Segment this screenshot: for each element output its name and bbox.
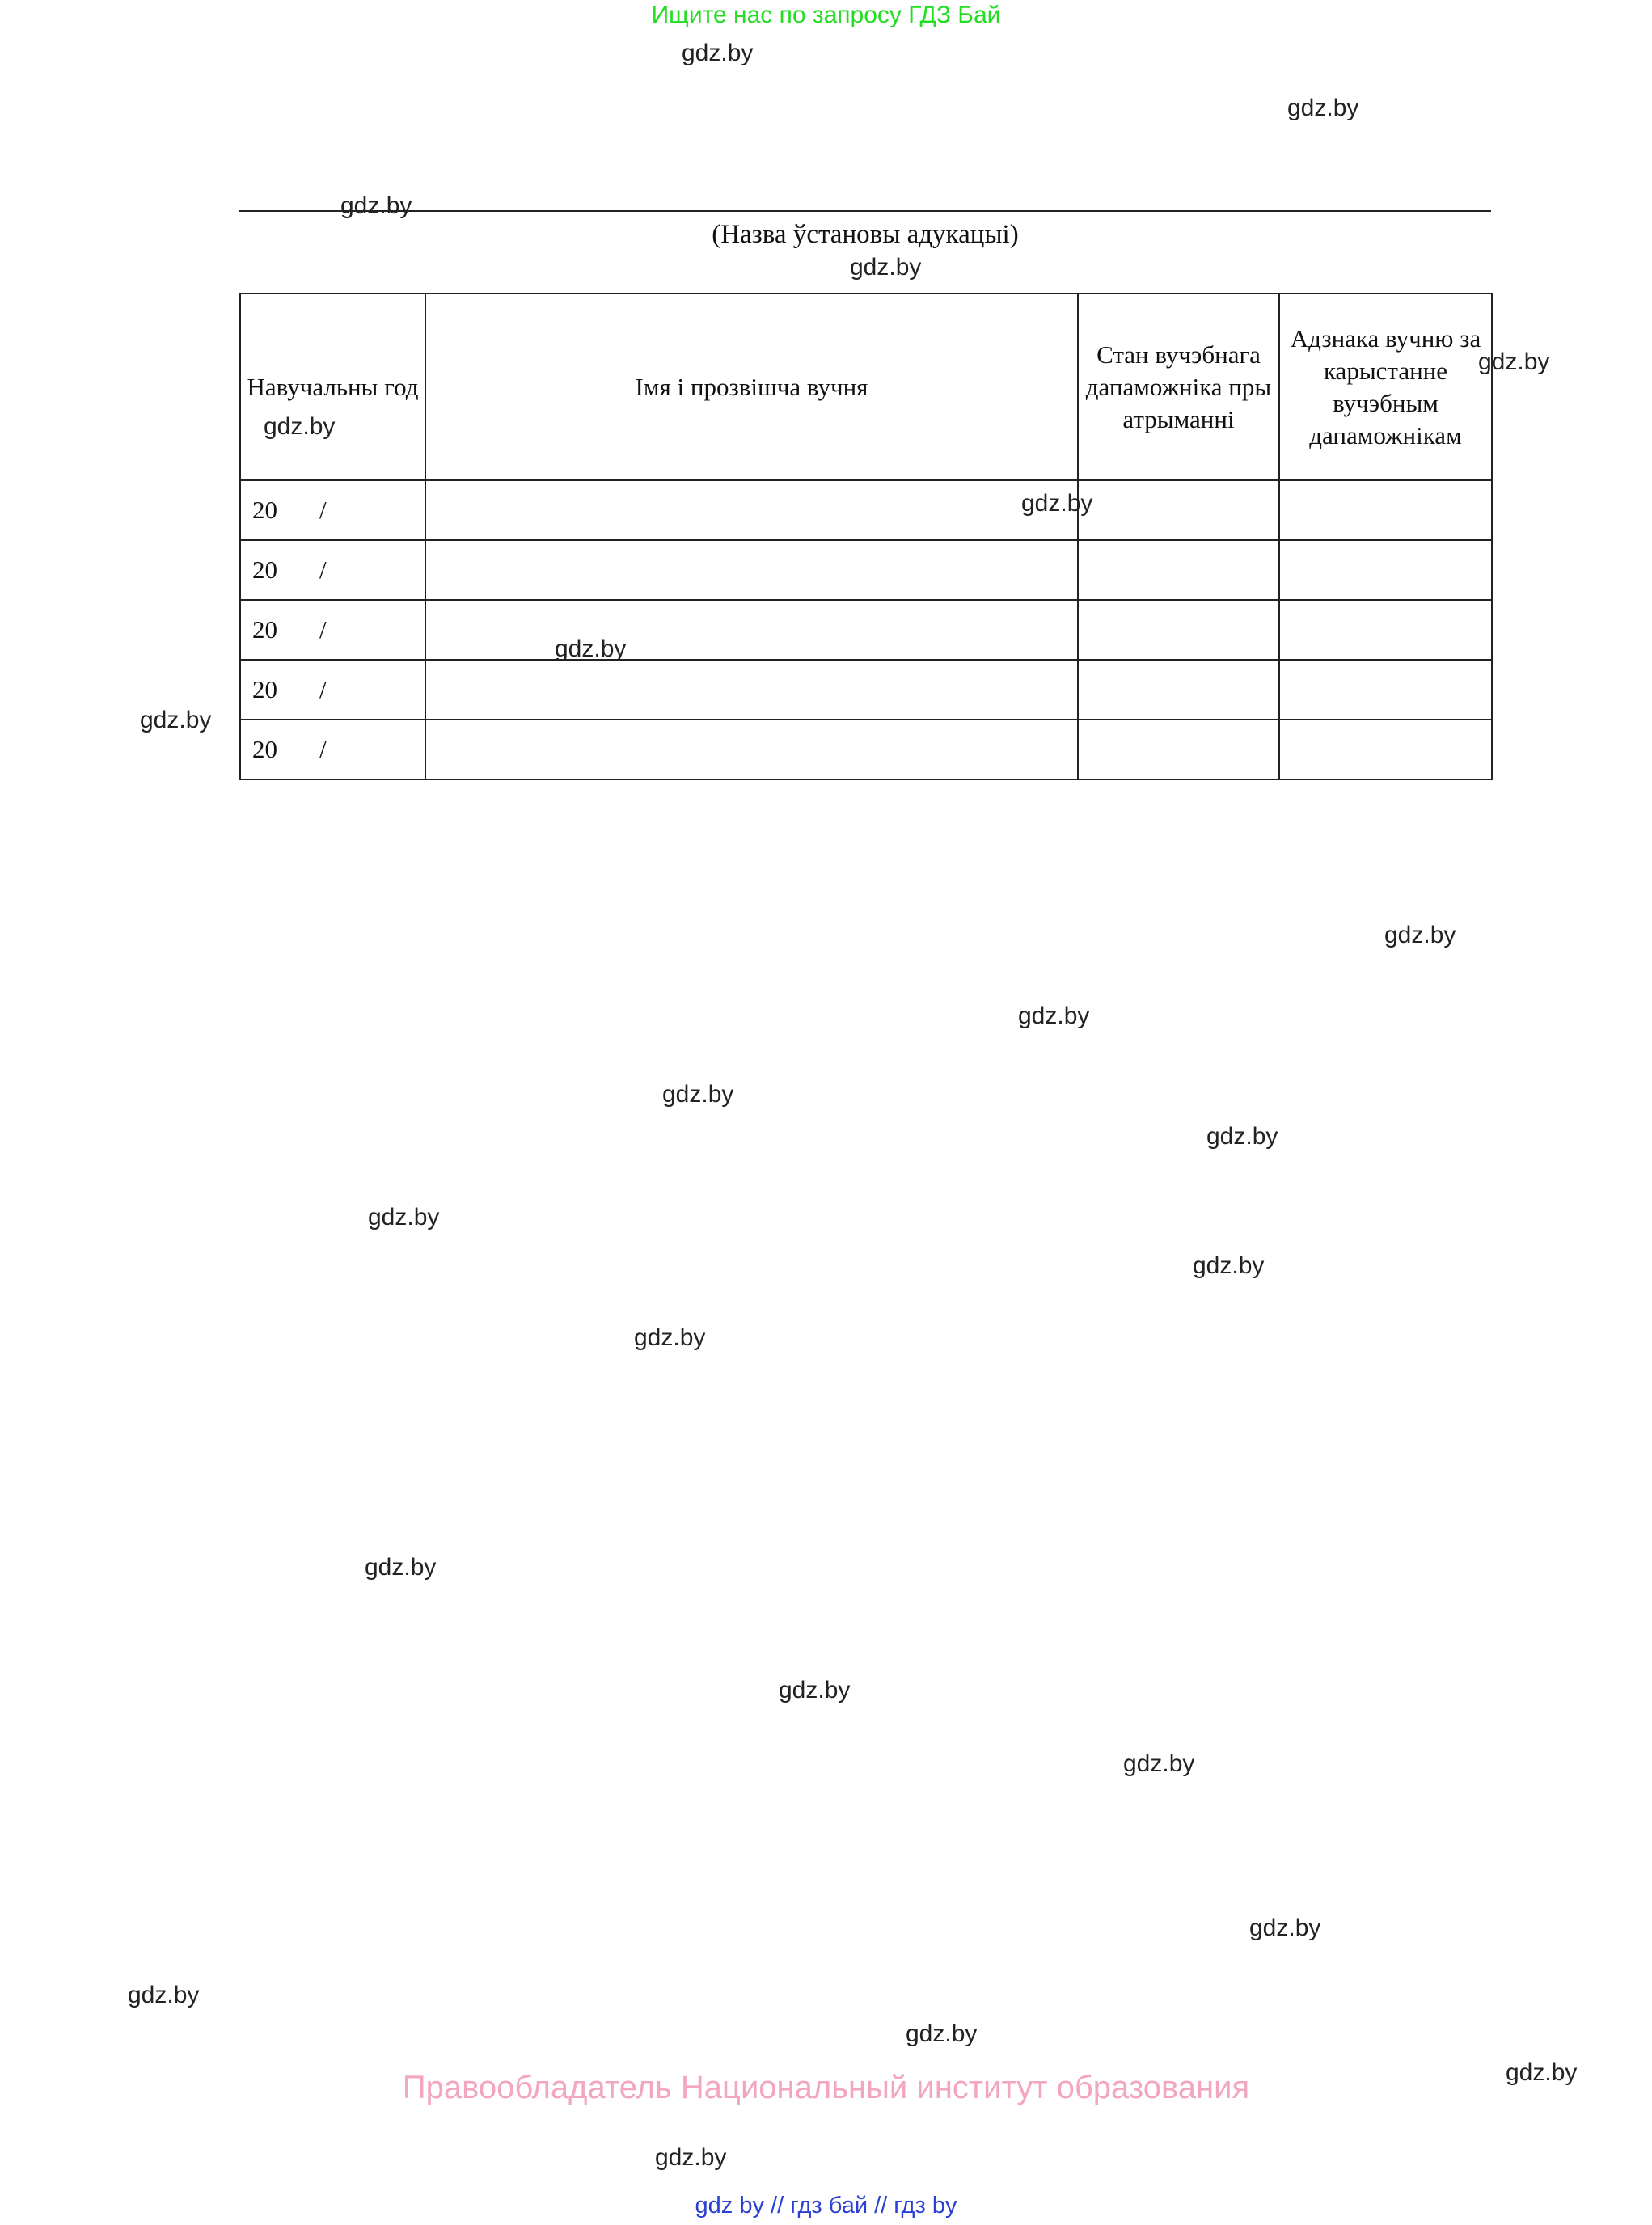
watermark: gdz.by — [850, 254, 922, 281]
search-hint-banner: Ищите нас по запросу ГДЗ Бай — [651, 2, 1001, 28]
watermark: gdz.by — [634, 1324, 706, 1351]
table-row — [240, 660, 1492, 720]
year-cell: 20 / — [240, 480, 425, 540]
watermark: gdz.by — [906, 2020, 978, 2047]
grade-cell — [1279, 480, 1492, 540]
grade-cell — [1279, 660, 1492, 720]
student-name-cell — [425, 720, 1078, 779]
watermark: gdz.by — [1287, 95, 1359, 121]
watermark: gdz.by — [779, 1677, 851, 1704]
institution-caption: (Назва ўстановы адукацыі) — [712, 220, 1019, 249]
grade-cell — [1279, 720, 1492, 779]
student-name-cell — [425, 600, 1078, 660]
year-cell: 20 / — [240, 540, 425, 600]
student-name-cell — [425, 480, 1078, 540]
header-condition-on-receipt: Стан вучэбнага дапаможніка пры атрыманні — [1078, 293, 1279, 480]
year-cell: 20 / — [240, 720, 425, 779]
watermark: gdz.by — [1384, 922, 1456, 948]
watermark: gdz.by — [1018, 1003, 1090, 1029]
header-school-year: Навучальны год — [240, 293, 425, 480]
table-row — [240, 720, 1492, 779]
table-row — [240, 540, 1492, 600]
table-header-row — [240, 293, 1492, 480]
watermark: gdz.by — [662, 1081, 734, 1108]
footer-links[interactable]: gdz by // гдз бай // гдз by — [695, 2193, 957, 2219]
watermark: gdz.by — [1506, 2059, 1578, 2086]
table-row — [240, 600, 1492, 660]
header-usage-grade: Адзнака вучню за карыстанне вучэбным дапаможнікам — [1279, 293, 1492, 480]
watermark: gdz.by — [140, 707, 212, 733]
watermark: gdz.by — [1123, 1750, 1195, 1777]
header-student-name: Імя і прозвішча вучня — [425, 293, 1078, 480]
condition-cell — [1078, 720, 1279, 779]
watermark: gdz.by — [1206, 1123, 1278, 1150]
watermark: gdz.by — [128, 1982, 200, 2008]
watermark: gdz.by — [340, 192, 412, 219]
student-name-cell — [425, 540, 1078, 600]
condition-cell — [1078, 540, 1279, 600]
institution-name-line — [239, 210, 1491, 212]
grade-cell — [1279, 540, 1492, 600]
watermark: gdz.by — [1021, 490, 1093, 517]
watermark: gdz.by — [1193, 1252, 1265, 1279]
table-row — [240, 480, 1492, 540]
textbook-usage-table — [239, 293, 1493, 780]
watermark: gdz.by — [264, 413, 336, 440]
condition-cell — [1078, 660, 1279, 720]
year-cell: 20 / — [240, 660, 425, 720]
watermark: gdz.by — [555, 635, 627, 662]
watermark: gdz.by — [1478, 348, 1550, 375]
condition-cell — [1078, 600, 1279, 660]
student-name-cell — [425, 660, 1078, 720]
watermark: gdz.by — [1249, 1915, 1321, 1941]
grade-cell — [1279, 600, 1492, 660]
watermark: gdz.by — [682, 40, 754, 66]
condition-cell — [1078, 480, 1279, 540]
watermark: gdz.by — [365, 1554, 437, 1581]
watermark: gdz.by — [368, 1204, 440, 1231]
year-cell: 20 / — [240, 600, 425, 660]
watermark: gdz.by — [655, 2144, 727, 2171]
rights-holder-notice: Правообладатель Национальный институт образования — [402, 2070, 1250, 2105]
